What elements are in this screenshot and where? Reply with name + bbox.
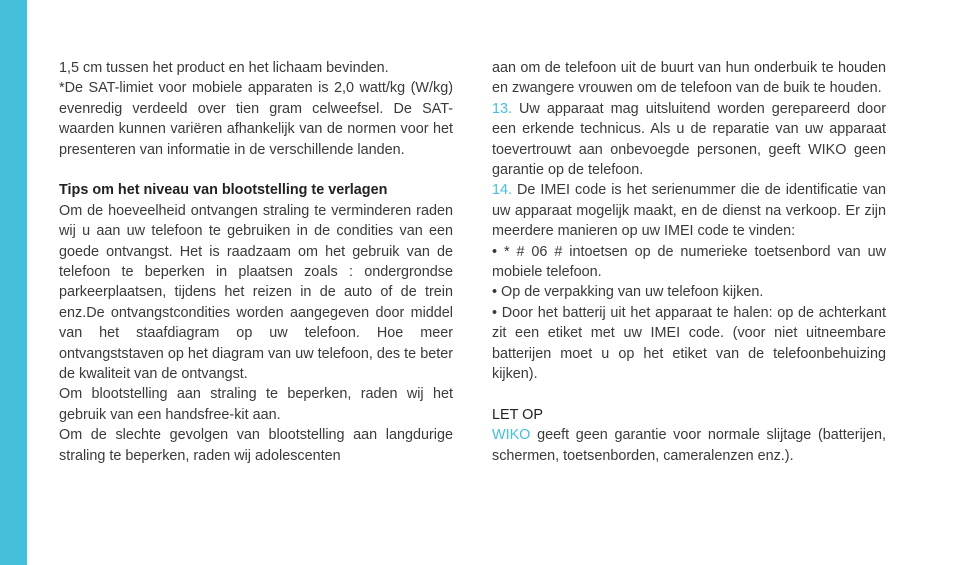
brand-name: WIKO bbox=[492, 427, 531, 444]
item-13-text: Uw apparaat mag uitsluitend worden gerepareerd door een erkende technicus. Als u de reparatie van uw apparaat toevertrouwt aan onbevoegde personen, geeft WIKO geen garantie op de telefoon. bbox=[492, 100, 886, 179]
adolescents-text: Om de slechte gevolgen van blootstelling aan langdurige straling te beperken, raden wij adolescenten bbox=[59, 427, 453, 464]
warranty-note-text: geeft geen garantie voor normale slijtage (batterijen, schermen, toetsenborden, cameralenzen enz.). bbox=[492, 427, 886, 464]
side-accent-bar bbox=[0, 0, 27, 565]
warranty-note bbox=[492, 425, 886, 466]
note-heading: LET OP bbox=[492, 406, 543, 423]
item-14 bbox=[492, 180, 886, 241]
imei-bullet-3: • Door het batterij uit het apparaat te halen: op de achterkant zit een etiket met uw IMEI code. (voor niet uitneembare batterijen moet u op het etiket van de telefoonbehuizing kijken). bbox=[492, 304, 886, 383]
item-13 bbox=[492, 99, 886, 181]
imei-bullet-1: • * # 06 # intoetsen op de numerieke toetsenbord van uw mobiele telefoon. bbox=[492, 243, 886, 281]
reception-text: Om de hoeveelheid ontvangen straling te verminderen raden wij u aan uw telefoon te gebruiken in de condities van een goede ontvangst. Het is raadzaam om het gebruik van de telefoon te beperken in plaatsen zoals : ondergrondse parkeerplaatsen, tijdens het reizen in de auto of de trein enz.De ontvangstcondities worden aangegeven door middel van het staafdiagram op uw telefoon. Hoe meer ontvangststaven op het diagram van uw telefoon, des te beter de kwaliteit van de ontvangst. bbox=[59, 202, 453, 383]
item-13-number: 13. bbox=[492, 100, 513, 117]
paragraph-spacer bbox=[59, 160, 453, 180]
paragraph-spacer bbox=[492, 385, 886, 405]
left-column bbox=[59, 58, 453, 466]
sar-distance-text: 1,5 cm tussen het product en het lichaam bevinden. bbox=[59, 60, 389, 76]
item-14-text: De IMEI code is het serienummer die de identificatie van uw apparaat mogelijk maakt, en de dienst na verkoop. Er zijn meerdere manieren op uw IMEI code te vinden: bbox=[492, 182, 886, 240]
imei-bullet-2: • Op de verpakking van uw telefoon kijken. bbox=[492, 284, 764, 301]
right-column bbox=[492, 58, 886, 466]
pregnancy-text: aan om de telefoon uit de buurt van hun onderbuik te houden en zwangere vrouwen om de telefoon van de buik te houden. bbox=[492, 60, 886, 97]
item-14-number: 14. bbox=[492, 182, 513, 199]
handsfree-text: Om blootstelling aan straling te beperken, raden wij het gebruik van een handsfree-kit aan. bbox=[59, 386, 453, 423]
sar-limit-text: *De SAT-limiet voor mobiele apparaten is 2,0 watt/kg (W/kg) evenredig verdeeld over tien gram celweefsel. De SAT-waarden kunnen variëren afhankelijk van de normen voor het presenteren van informatie in de verschillende landen. bbox=[59, 80, 453, 158]
section-heading: Tips om het niveau van blootstelling te verlagen bbox=[59, 182, 388, 199]
